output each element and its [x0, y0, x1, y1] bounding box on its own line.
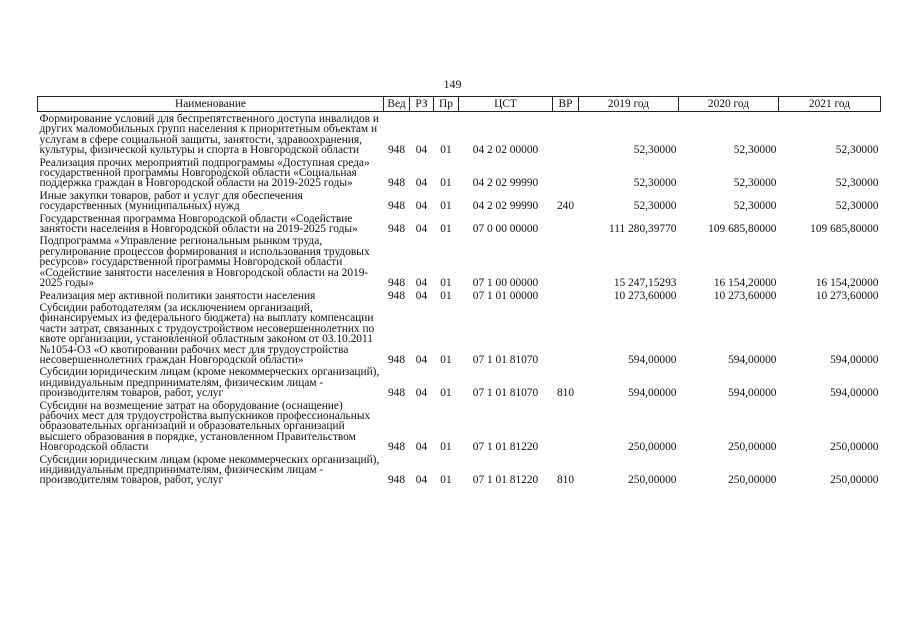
- row-amount-2019: 594,00000: [628, 387, 677, 400]
- row-pr: 01: [440, 177, 452, 190]
- table-row: [38, 365, 881, 398]
- row-name: Реализация мер активной политики занятости населения: [39, 289, 316, 302]
- table-row: [38, 453, 881, 486]
- row-amount-2020: 52,30000: [733, 177, 777, 190]
- row-ved: 948: [387, 353, 406, 366]
- row-rz: 04: [415, 177, 428, 190]
- row-pr: 01: [440, 387, 452, 400]
- row-amount-2021: 52,30000: [835, 200, 879, 213]
- header-2019: 2019 год: [579, 97, 679, 112]
- row-amount-2019: 15 247,15293: [613, 277, 677, 290]
- row-rz: 04: [415, 353, 428, 366]
- row-cst: 07 1 01 81070: [472, 353, 539, 366]
- row-amount-2020: 16 154,20000: [713, 277, 777, 290]
- row-pr: 01: [440, 277, 452, 290]
- header-2020: 2020 год: [679, 97, 779, 112]
- row-rz: 04: [415, 144, 428, 157]
- row-amount-2019: 250,00000: [628, 441, 677, 454]
- row-name: Субсидии юридическим лицам (кроме некоммерческих организаций), индивидуальным предпринимателям, физическим лицам - производителям товаров, работ, услуг: [39, 366, 380, 400]
- row-cst: 07 1 00 00000: [472, 277, 539, 290]
- row-name: Реализация прочих мероприятий подпрограммы «Доступная среда» государственной программы Новгородской области «Социальная поддержка граждан в Новгородской области на 2019-2025 годы»: [39, 156, 370, 190]
- row-amount-2021: 52,30000: [835, 177, 879, 190]
- row-rz: 04: [415, 387, 428, 400]
- row-amount-2020: 250,00000: [728, 441, 777, 454]
- row-vr: [553, 289, 579, 301]
- row-pr: 01: [440, 474, 452, 487]
- header-rz: РЗ: [410, 97, 434, 112]
- row-amount-2021: 594,00000: [830, 353, 879, 366]
- header-ved: Вед: [384, 97, 410, 112]
- row-vr: 240: [556, 200, 575, 213]
- row-vr: 810: [556, 387, 575, 400]
- row-name: Субсидии на возмещение затрат на оборудование (оснащение) рабочих мест для трудоустройства выпускников профессиональных образовательных организаций и образовательных организаций высшего образования в порядке, установленном Правительством Новгородской области: [39, 399, 371, 454]
- row-pr: 01: [440, 441, 452, 454]
- row-rz: 04: [415, 200, 428, 213]
- row-cst: 04 2 02 00000: [472, 144, 539, 157]
- header-pr: Пр: [434, 97, 459, 112]
- row-pr: 01: [440, 144, 452, 157]
- row-amount-2019: 52,30000: [633, 144, 677, 157]
- table-row: [38, 189, 881, 212]
- row-amount-2020: 109 685,80000: [708, 223, 777, 236]
- row-amount-2019: 52,30000: [633, 177, 677, 190]
- row-amount-2021: 250,00000: [830, 441, 879, 454]
- row-cst: 07 0 00 00000: [472, 223, 539, 236]
- row-amount-2019: 10 273,60000: [613, 289, 677, 302]
- row-pr: 01: [440, 353, 452, 366]
- row-vr: [553, 156, 579, 189]
- row-vr: [553, 212, 579, 235]
- table-body: [38, 112, 881, 486]
- row-amount-2021: 594,00000: [830, 387, 879, 400]
- row-amount-2021: 52,30000: [835, 144, 879, 157]
- row-amount-2020: 52,30000: [733, 200, 777, 213]
- row-amount-2021: 16 154,20000: [815, 277, 879, 290]
- table-row: [38, 156, 881, 189]
- row-cst: 07 1 01 81070: [472, 387, 539, 400]
- header-name: Наименование: [38, 97, 384, 112]
- row-ved: 948: [387, 289, 406, 302]
- row-vr: [553, 234, 579, 288]
- table-row: [38, 399, 881, 453]
- row-ved: 948: [387, 144, 406, 157]
- row-ved: 948: [387, 387, 406, 400]
- row-amount-2019: 111 280,39770: [609, 223, 677, 236]
- row-rz: 04: [415, 289, 428, 302]
- row-vr: [553, 301, 579, 365]
- row-rz: 04: [415, 474, 428, 487]
- row-name: Субсидии юридическим лицам (кроме некоммерческих организаций), индивидуальным предпринимателям, физическим лицам - производителям товаров, работ, услуг: [39, 453, 380, 487]
- page-number: 149: [443, 77, 462, 91]
- header-vr: ВР: [553, 97, 579, 112]
- row-ved: 948: [387, 474, 406, 487]
- row-name: Субсидии работодателям (за исключением организаций, финансируемых из федерального бюджета) на выплату компенсации части затрат, связанных с трудоустройством несовершеннолетних по квоте организации, установленной областным законом от 03.10.2011 №1054-ОЗ «О квотировании рабочих мест для трудоустройства несовершеннолетних граждан Новгородской области»: [39, 301, 375, 366]
- row-amount-2020: 594,00000: [728, 353, 777, 366]
- row-ved: 948: [387, 200, 406, 213]
- row-amount-2021: 109 685,80000: [810, 223, 879, 236]
- row-name: Государственная программа Новгородской области «Содействие занятости населения в Новгородской области на 2019-2025 годы»: [39, 212, 358, 236]
- table-row: [38, 301, 881, 365]
- row-vr: [553, 112, 579, 156]
- row-rz: 04: [415, 223, 428, 236]
- row-ved: 948: [387, 277, 406, 290]
- row-ved: 948: [387, 441, 406, 454]
- row-cst: 07 1 01 81220: [472, 441, 539, 454]
- table-row: [38, 289, 881, 301]
- row-amount-2019: 594,00000: [628, 353, 677, 366]
- row-amount-2019: 250,00000: [628, 474, 677, 487]
- row-pr: 01: [440, 289, 452, 302]
- row-amount-2020: 10 273,60000: [713, 289, 777, 302]
- row-amount-2020: 52,30000: [733, 144, 777, 157]
- table-row: [38, 234, 881, 288]
- row-cst: 07 1 01 81220: [472, 474, 539, 487]
- budget-table: [37, 96, 881, 486]
- table-header-row: [38, 97, 881, 112]
- row-amount-2020: 594,00000: [728, 387, 777, 400]
- row-rz: 04: [415, 441, 428, 454]
- row-rz: 04: [415, 277, 428, 290]
- row-name: Иные закупки товаров, работ и услуг для обеспечения государственных (муниципальных) нужд: [39, 189, 303, 213]
- header-2021: 2021 год: [779, 97, 881, 112]
- row-amount-2020: 250,00000: [728, 474, 777, 487]
- row-name: Подпрограмма «Управление региональным рынком труда, регулирование процессов формирования и использования трудовых ресурсов» государственной программы Новгородской области «Содействие занятости населения в Новгородской области на 2019-2025 годы»: [39, 235, 370, 290]
- row-pr: 01: [440, 200, 452, 213]
- row-cst: 07 1 01 00000: [472, 289, 539, 302]
- row-ved: 948: [387, 223, 406, 236]
- row-amount-2019: 52,30000: [633, 200, 677, 213]
- table-row: [38, 112, 881, 156]
- row-name: Формирование условий для беспрепятственного доступа инвалидов и других маломобильных групп населения к приоритетным объектам и услугам в сфере социальной защиты, занятости, здравоохранения, культуры, физической культуры и спорта в Новгородской области: [39, 113, 379, 157]
- row-amount-2021: 10 273,60000: [815, 289, 879, 302]
- row-vr: 810: [556, 474, 575, 487]
- row-amount-2021: 250,00000: [830, 474, 879, 487]
- table-row: [38, 212, 881, 235]
- row-vr: [553, 399, 579, 453]
- header-cst: ЦСТ: [459, 97, 553, 112]
- row-cst: 04 2 02 99990: [472, 177, 539, 190]
- row-ved: 948: [387, 177, 406, 190]
- row-cst: 04 2 02 99990: [472, 200, 539, 213]
- row-pr: 01: [440, 223, 452, 236]
